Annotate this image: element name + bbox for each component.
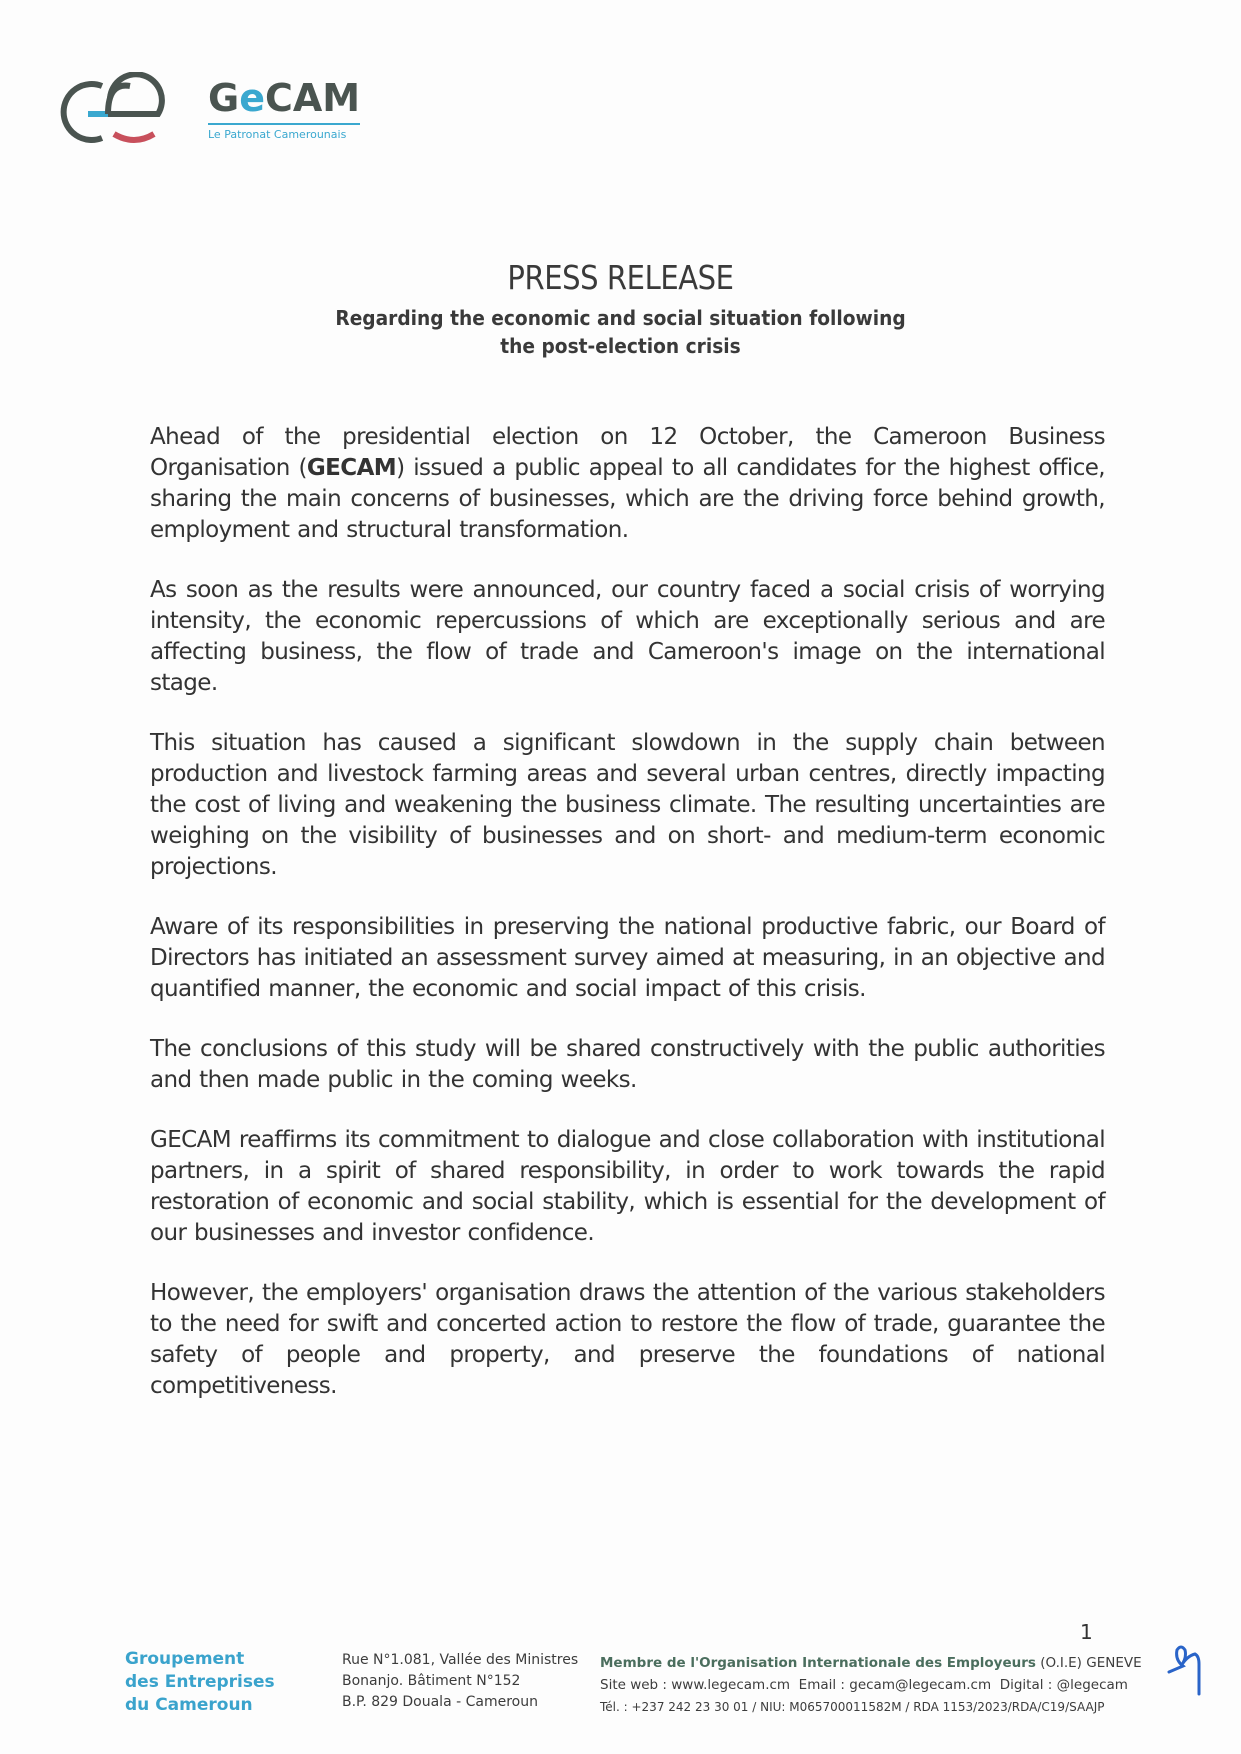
- subtitle-line-2: the post-election crisis: [500, 334, 741, 358]
- paragraph-4: Aware of its responsibilities in preserving the national productive fabric, our Board of Directors has initiated an assessment survey aimed at measuring, in an objective and quantified manner, the economic and social impact of this crisis.: [150, 914, 1105, 1002]
- org-name-line: des Entreprises: [125, 1672, 275, 1692]
- address-line: B.P. 829 Douala - Cameroun: [342, 1694, 538, 1710]
- paragraph-text: ) issued a public appeal to all candidates for the highest office, sharing the main concerns of businesses, which are the driving force behind growth, employment and structural transformation.: [150, 455, 1105, 543]
- page-number: 1: [1080, 1620, 1093, 1644]
- brand-letters-cam: CAM: [264, 76, 361, 120]
- footer-org-name: [125, 1648, 325, 1717]
- org-name-line: du Cameroun: [125, 1695, 253, 1715]
- membership-line: [600, 1652, 1160, 1674]
- paragraph-6: GECAM reaffirms its commitment to dialogue and close collaboration with institutional partners, in a spirit of shared responsibility, in order to work towards the rapid restoration of economic and social stability, which is essential for the development of our businesses and investor confidence.: [150, 1127, 1105, 1246]
- legal-line: Tél. : +237 242 23 30 01 / NIU: M065700011582M / RDA 1153/2023/RDA/C19/SAAJP: [600, 1700, 1105, 1714]
- paragraph-3: This situation has caused a significant slowdown in the supply chain between production and livestock farming areas and several urban centres, directly impacting the cost of living and weakening the business climate. The resulting uncertainties are weighing on the visibility of businesses and on short- and medium-term economic projections.: [150, 730, 1105, 880]
- website-link[interactable]: Site web : www.legecam.cm: [600, 1677, 791, 1693]
- brand-letter-g: G: [208, 76, 240, 120]
- document-subtitle: [0, 304, 1241, 360]
- gecam-logo: [50, 72, 361, 152]
- paragraph-1: [150, 422, 1105, 546]
- membership-suffix: (O.I.E) GENEVE: [1035, 1655, 1142, 1671]
- handwritten-initials-icon: [1165, 1642, 1205, 1702]
- paragraph-2: As soon as the results were announced, our country faced a social crisis of worrying intensity, the economic repercussions of which are exceptionally serious and are affecting business, the flow of trade and Cameroon's image on the international stage.: [150, 577, 1105, 696]
- gecam-bold: GECAM: [306, 455, 397, 481]
- brand-divider: [208, 123, 360, 125]
- footer-address: [342, 1650, 592, 1713]
- brand-name: [208, 76, 360, 120]
- document-title: PRESS RELEASE: [507, 258, 734, 297]
- address-line: Rue N°1.081, Vallée des Ministres: [342, 1652, 579, 1668]
- subtitle-line-1: Regarding the economic and social situation following: [335, 306, 906, 330]
- brand-tagline: Le Patronat Camerounais: [208, 128, 347, 141]
- email-link[interactable]: Email : gecam@legecam.cm: [798, 1677, 992, 1693]
- brand-letter-e: e: [239, 76, 265, 120]
- paragraph-text: Ahead of the presidential election on 12 October, the Cameroon Business Organisation (: [150, 424, 1105, 481]
- org-name-line: Groupement: [125, 1649, 245, 1669]
- paragraph-7: However, the employers' organisation draws the attention of the various stakeholders to the need for swift and concerted action to restore the flow of trade, guarantee the safety of people and property, and preserve the foundations of national competitiveness.: [150, 1280, 1105, 1399]
- paragraph-5: The conclusions of this study will be shared constructively with the public authorities and then made public in the coming weeks.: [150, 1036, 1105, 1093]
- gecam-ge-monogram-icon: [50, 72, 165, 152]
- document-body: [150, 422, 1105, 1431]
- address-line: Bonanjo. Bâtiment N°152: [342, 1673, 521, 1689]
- membership-label: Membre de l'Organisation Internationale des Employeurs: [600, 1655, 1036, 1671]
- footer-contact: [600, 1652, 1160, 1718]
- web-contact-line: [600, 1674, 1160, 1696]
- social-handle: Digital : @legecam: [999, 1677, 1128, 1693]
